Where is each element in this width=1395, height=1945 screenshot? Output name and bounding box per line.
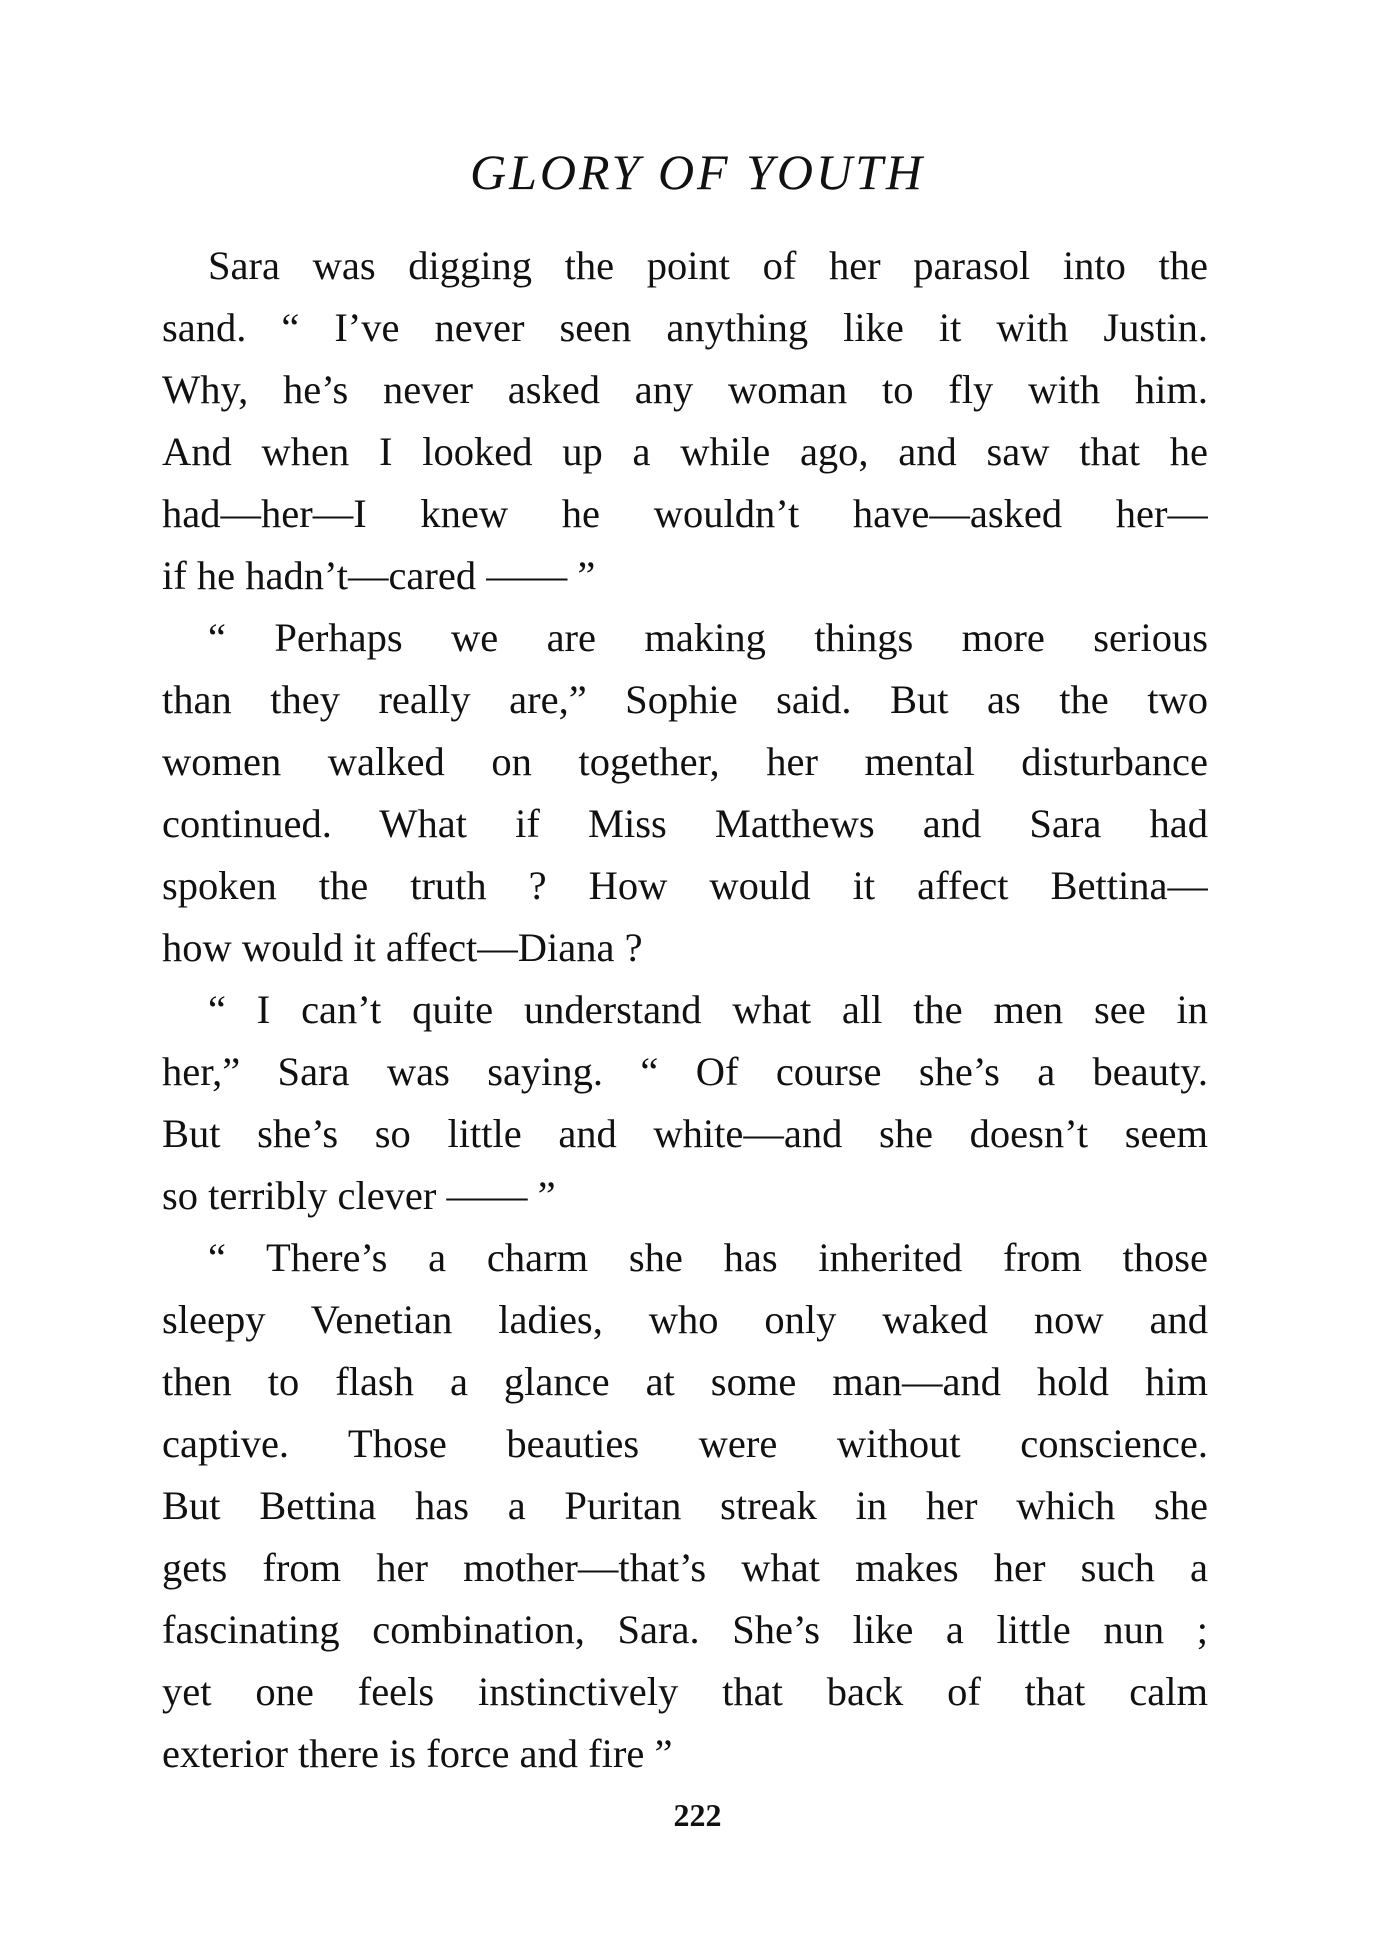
text-line: gets from her mother—that’s what makes her such a: [162, 1545, 1208, 1590]
text-line: Why, he’s never asked any woman to fly with him.: [162, 367, 1208, 412]
text-line: women walked on together, her mental disturbance: [162, 739, 1208, 784]
running-head: GLORY OF YOUTH: [469, 144, 926, 200]
text-line: exterior there is force and fire ”: [162, 1731, 673, 1776]
paragraph: [162, 235, 1208, 607]
text-line: Sara was digging the point of her parasol into the: [208, 243, 1208, 288]
text-line: “ There’s a charm she has inherited from those: [208, 1235, 1208, 1280]
text-line: continued. What if Miss Matthews and Sara had: [162, 801, 1208, 846]
text-line: so terribly clever —— ”: [162, 1173, 556, 1218]
text-line: yet one feels instinctively that back of that calm: [162, 1669, 1208, 1714]
body-text: [162, 235, 1208, 1785]
text-line: if he hadn’t—cared —— ”: [162, 553, 596, 598]
text-line: And when I looked up a while ago, and saw that he: [162, 429, 1208, 474]
text-line: captive. Those beauties were without conscience.: [162, 1421, 1208, 1466]
paragraph: [162, 1227, 1208, 1785]
text-line: fascinating combination, Sara. She’s like a little nun ;: [162, 1607, 1208, 1652]
text-line: spoken the truth ? How would it affect Bettina—: [162, 863, 1208, 908]
paragraph: [162, 979, 1208, 1227]
text-line: sleepy Venetian ladies, who only waked now and: [162, 1297, 1208, 1342]
page-number: 222: [673, 1797, 722, 1833]
text-line: sand. “ I’ve never seen anything like it with Justin.: [162, 305, 1208, 350]
text-line: “ I can’t quite understand what all the men see in: [208, 987, 1208, 1032]
text-line: her,” Sara was saying. “ Of course she’s a beauty.: [162, 1049, 1208, 1094]
text-line: “ Perhaps we are making things more serious: [208, 615, 1208, 660]
text-line: how would it affect—Diana ?: [162, 925, 643, 970]
paragraph: [162, 607, 1208, 979]
text-line: had—her—I knew he wouldn’t have—asked her—: [162, 491, 1208, 536]
text-line: But Bettina has a Puritan streak in her which she: [162, 1483, 1208, 1528]
text-line: But she’s so little and white—and she doesn’t seem: [162, 1111, 1208, 1156]
text-line: than they really are,” Sophie said. But as the two: [162, 677, 1208, 722]
text-line: then to flash a glance at some man—and hold him: [162, 1359, 1208, 1404]
